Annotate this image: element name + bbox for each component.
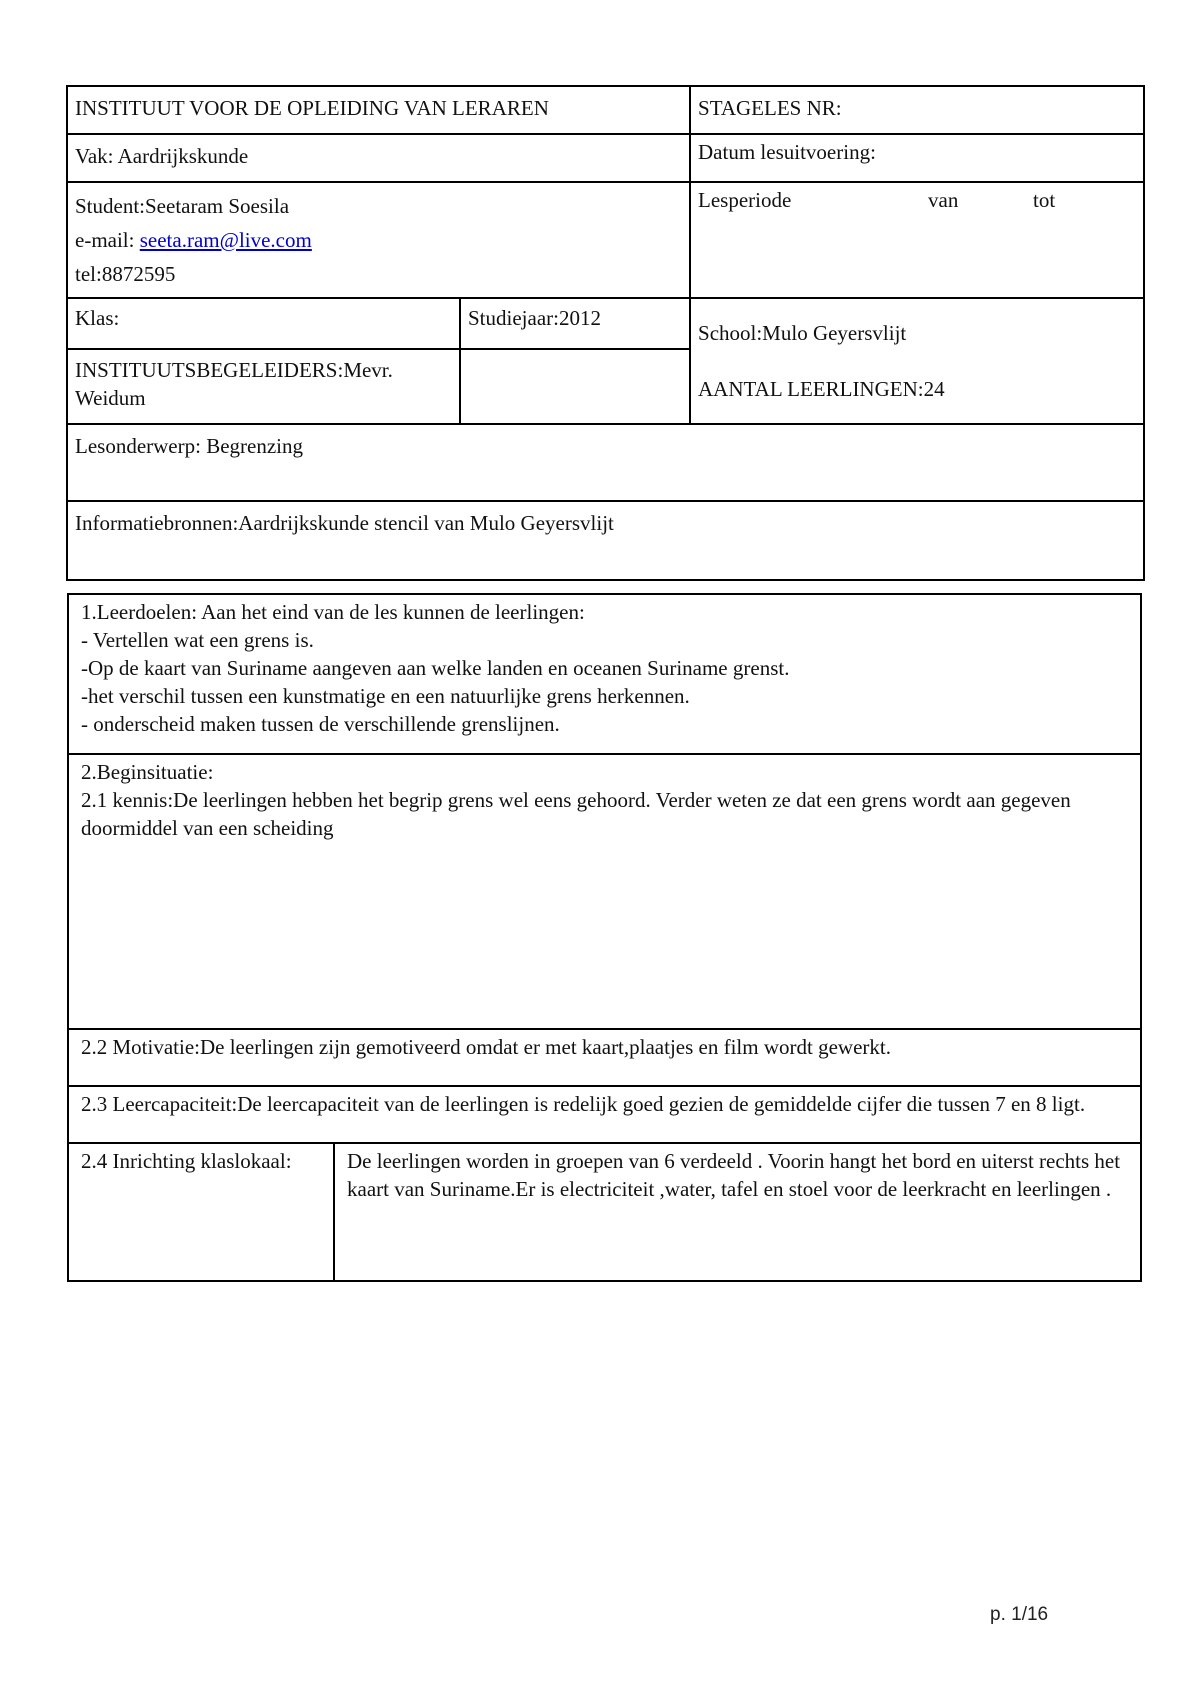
begeleiders-label: INSTITUUTSBEGELEIDERS:Mevr. Weidum xyxy=(75,357,393,410)
aantal-leerlingen: AANTAL LEERLINGEN:24 xyxy=(698,377,945,401)
lesperiode-label: Lesperiode xyxy=(698,188,792,212)
leerdoel-item: -het verschil tussen een kunstmatige en een natuurlijke grens herkennen. xyxy=(81,684,690,708)
studiejaar-label: Studiejaar:2012 xyxy=(468,306,601,330)
institute-cell xyxy=(67,86,690,134)
lesson-header-table xyxy=(66,85,1145,581)
stageles-nr-cell xyxy=(690,86,1144,134)
leerdoelen-cell xyxy=(68,594,1141,754)
motivatie-cell xyxy=(68,1029,1141,1086)
leerdoel-item: - Vertellen wat een grens is. xyxy=(81,628,314,652)
kennis-text: 2.1 kennis:De leerlingen hebben het begrip grens wel eens gehoord. Verder weten ze dat een grens wordt aan gegeven doormiddel van een scheiding xyxy=(81,788,1071,840)
school-cell xyxy=(690,298,1144,424)
inrichting-text-cell xyxy=(334,1143,1141,1281)
lesperiode-van: van xyxy=(928,188,959,212)
lesonderwerp-cell xyxy=(67,424,1144,501)
leerdoel-item: - onderscheid maken tussen de verschillende grenslijnen. xyxy=(81,712,560,736)
email-link[interactable]: seeta.ram@live.com xyxy=(139,228,312,252)
student-name: Student:Seetaram Soesila xyxy=(75,194,290,218)
empty-cell xyxy=(460,349,690,424)
leercapaciteit-cell xyxy=(68,1086,1141,1143)
beginsituatie-title: 2.Beginsituatie: xyxy=(81,760,214,784)
page-number: p. 1/16 xyxy=(990,1604,1049,1625)
lesson-plan-table xyxy=(67,593,1142,1282)
begeleiders-cell xyxy=(67,349,460,424)
inrichting-text: De leerlingen worden in groepen van 6 verdeeld . Voorin hangt het bord en uiterst rechts het kaart van Suriname.Er is electriciteit ,water, tafel en stoel voor de leerkracht en leerlingen . xyxy=(347,1149,1121,1201)
leerdoel-item: -Op de kaart van Suriname aangeven aan welke landen en oceanen Suriname grenst. xyxy=(81,656,790,680)
tel-number: tel:8872595 xyxy=(75,262,176,286)
email-line xyxy=(75,223,682,257)
student-cell xyxy=(67,182,690,298)
vak-cell xyxy=(67,134,690,182)
lesonderwerp-label: Lesonderwerp: Begrenzing xyxy=(75,434,303,458)
informatiebronnen-cell xyxy=(67,501,1144,580)
email-label: e-mail: xyxy=(75,228,140,252)
beginsituatie-cell xyxy=(68,754,1141,1029)
lesperiode-row xyxy=(698,185,1136,215)
lesperiode-cell xyxy=(690,182,1144,298)
datum-cell xyxy=(690,134,1144,182)
klas-label: Klas: xyxy=(75,306,120,330)
lesperiode-tot: tot xyxy=(1033,188,1056,212)
school-name: School:Mulo Geyersvlijt xyxy=(698,321,907,345)
datum-label: Datum lesuitvoering: xyxy=(698,140,876,164)
leerdoelen-title: 1.Leerdoelen: Aan het eind van de les kunnen de leerlingen: xyxy=(81,600,585,624)
leercapaciteit-text: 2.3 Leercapaciteit:De leercapaciteit van de leerlingen is redelijk goed gezien de gemiddelde cijfer die tussen 7 en 8 ligt. xyxy=(81,1092,1086,1116)
vak-label: Vak: Aardrijkskunde xyxy=(75,144,249,168)
studiejaar-cell xyxy=(460,298,690,349)
institute-name: INSTITUUT VOOR DE OPLEIDING VAN LERAREN xyxy=(75,96,549,120)
stageles-nr-label: STAGELES NR: xyxy=(698,96,842,120)
inrichting-label-cell xyxy=(68,1143,334,1281)
klas-cell xyxy=(67,298,460,349)
informatiebronnen-label: Informatiebronnen:Aardrijkskunde stencil van Mulo Geyersvlijt xyxy=(75,511,614,535)
inrichting-label: 2.4 Inrichting klaslokaal: xyxy=(81,1149,292,1173)
motivatie-text: 2.2 Motivatie:De leerlingen zijn gemotiveerd omdat er met kaart,plaatjes en film wordt gewerkt. xyxy=(81,1035,891,1059)
